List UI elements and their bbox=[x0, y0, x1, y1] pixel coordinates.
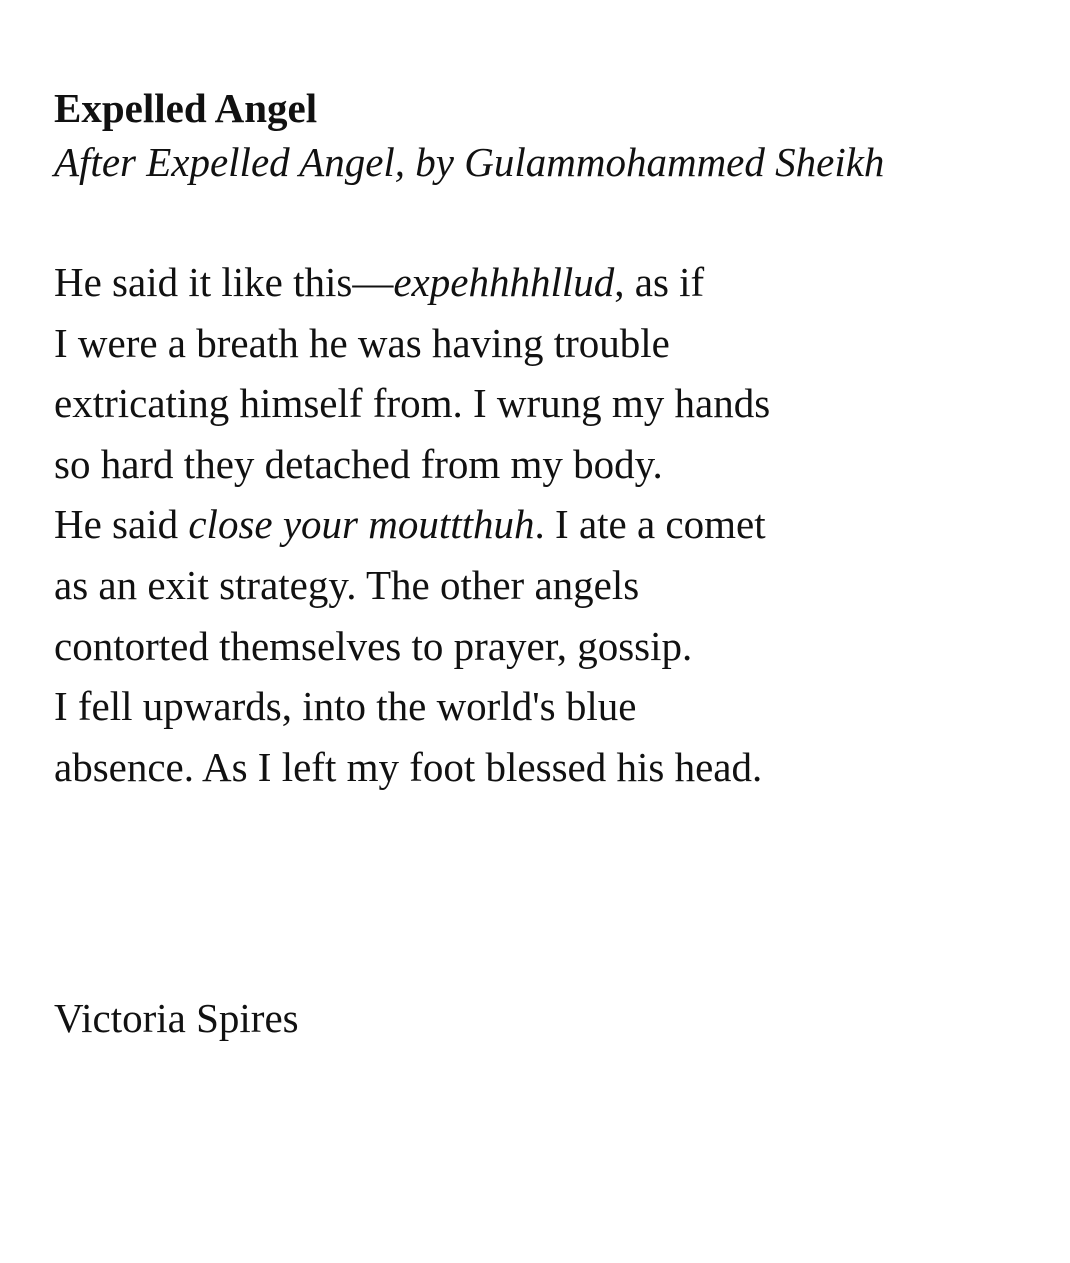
poem-title: Expelled Angel bbox=[54, 85, 318, 131]
poem-line bbox=[54, 494, 1014, 555]
line-text: so hard they detached from my body. bbox=[54, 440, 663, 487]
line-text: extricating himself from. I wrung my hands bbox=[54, 380, 771, 427]
line-text: absence. As I left my foot blessed his head. bbox=[54, 743, 763, 790]
poem-line bbox=[54, 676, 1014, 737]
line-italic-text: expehhhhllud bbox=[393, 259, 615, 305]
poem-line bbox=[54, 373, 1014, 434]
line-text: I were a breath he was having trouble bbox=[54, 319, 670, 366]
line-text: He said it like this— bbox=[54, 259, 394, 305]
line-text: as an exit strategy. The other angels bbox=[54, 561, 640, 608]
line-italic-text: close your mouttthuh bbox=[188, 501, 535, 548]
poem-line bbox=[54, 434, 1014, 495]
line-text: He said bbox=[54, 501, 189, 548]
poem-body bbox=[54, 252, 1014, 797]
poem-line bbox=[54, 252, 1014, 313]
poem-author: Victoria Spires bbox=[54, 995, 299, 1041]
poem-line bbox=[54, 313, 1014, 374]
line-text: I fell upwards, into the world's blue bbox=[54, 683, 637, 730]
line-text: , as if bbox=[614, 259, 705, 305]
poem-epigraph: After Expelled Angel, by Gulammohammed Sheikh bbox=[54, 139, 885, 185]
line-text: contorted themselves to prayer, gossip. bbox=[54, 622, 693, 669]
poem-line bbox=[54, 737, 1014, 798]
poem-page bbox=[54, 82, 1014, 797]
poem-line bbox=[54, 555, 1014, 616]
line-text: . I ate a comet bbox=[534, 501, 766, 548]
poem-line bbox=[54, 616, 1014, 677]
